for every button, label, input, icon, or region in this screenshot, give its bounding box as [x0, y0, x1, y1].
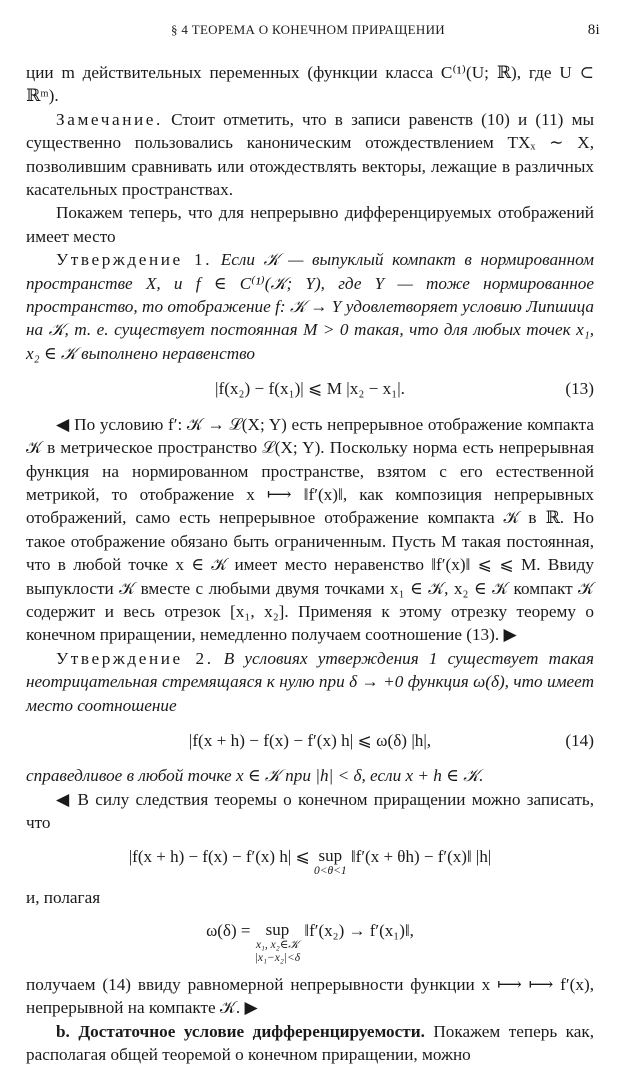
- paragraph-continuation: ции m действительных переменных (функции класса C⁽¹⁾(U; ℝ), где U ⊂ ℝᵐ).: [26, 63, 594, 106]
- statement-2-label: Утверждение 2.: [56, 648, 214, 668]
- statement-2-tail: [26, 764, 594, 787]
- formula-14-number: (14): [565, 730, 594, 750]
- intro-paragraph: Покажем теперь, что для непрерывно дифференцируемых отображений имеет место: [26, 203, 594, 246]
- sup-operator-1-subscript: 0<θ<1: [313, 864, 347, 877]
- page-number: 8і: [587, 22, 600, 38]
- formula-sup-2-right: ‖f′(x₂) → f′(x₁)‖,: [300, 921, 414, 940]
- section-b-text: Покажем теперь как, располагая общей теоремой о конечном приращении, можно: [26, 1021, 594, 1065]
- proof-1-paragraph: ◀ По условию f′: 𝒦 → ℒ(X; Y) есть непрерывное отображение компакта 𝒦 в метрическое пространство ℒ(X; Y). Поскольку норма есть непрерывная функция на нормированном пространстве, взятом с его естественной метрикой, то отображение x ⟼ ‖f′(x)‖, как композиция непрерывных отображений, само есть непрерывное отображение компакта 𝒦 в ℝ. Но такое отображение обязано быть ограниченным. Пусть M такая постоянная, что в любой точке x ∈ 𝒦 имеет место неравенство ‖f′(x)‖ ⩽ ⩽ M. Ввиду выпуклости 𝒦 вместе с любыми двумя точками x₁ ∈ 𝒦, x₂ ∈ 𝒦 компакт 𝒦 содержит и весь отрезок [x₁, x₂]. Применяя к этому отрезку теорему о конечном приращении, немедленно получаем соотношение (13). ▶: [26, 414, 594, 645]
- section-b-heading: b. Достаточное условие дифференцируемости.: [56, 1021, 425, 1041]
- formula-14-body: |f(x + h) − f(x) − f′(x) h| ⩽ ω(δ) |h|,: [188, 730, 432, 750]
- formula-sup-1-right: ‖f′(x + θh) − f′(x)‖ |h|: [346, 846, 492, 866]
- running-header: [26, 22, 600, 39]
- statement-1-text: Если 𝒦 — выпуклый компакт в нормированном пространстве X, и f ∈ C⁽¹⁾(𝒦; Y), где Y — тоже нормированное пространство, то отображение f: 𝒦 → Y удовлетворяет условию Липшица на 𝒦, т. е. существует постоянная M > 0 такая, что для любых точек x₁, x₂ ∈ 𝒦 выполнено неравенство: [26, 250, 595, 363]
- formula-sup-2: [26, 921, 594, 965]
- formula-13: [26, 377, 594, 400]
- conclusion-paragraph: получаем (14) ввиду равномерной непрерывности функции x ⟼ ⟼ f′(x), непрерывной на компакте 𝒦. ▶: [26, 975, 594, 1018]
- statement-2-tail-text: справедливое в любой точке x ∈ 𝒦 при |h| < δ, если x + h ∈ 𝒦.: [26, 766, 484, 786]
- formula-13-body: |f(x₂) − f(x₁)| ⩽ M |x₂ − x₁|.: [215, 379, 405, 399]
- remark-paragraph: [26, 108, 594, 202]
- section-b-paragraph: [26, 1020, 594, 1067]
- formula-14: [26, 729, 594, 752]
- statement-2-text: В условиях утверждения 1 существует такая неотрицательная стремящаяся к нулю при δ → +0 функция ω(δ), что имеет место соотношение: [26, 648, 595, 715]
- setting-paragraph: и, полагая: [26, 887, 101, 907]
- sup-operator-2-label: sup: [265, 920, 290, 939]
- formula-sup-1-left: |f(x + h) − f(x) − f′(x) h| ⩽: [128, 846, 314, 866]
- sup-operator-1-label: sup: [318, 845, 343, 865]
- formula-13-number: (13): [565, 379, 594, 399]
- statement-2-paragraph: [26, 647, 594, 717]
- proof-2-paragraph: ◀ В силу следствия теоремы о конечном приращении можно записать, что: [26, 789, 594, 833]
- sup-operator-2-subscript-2: |x₁−x₂|<δ: [254, 952, 301, 964]
- formula-sup-2-left: ω(δ) =: [206, 921, 255, 940]
- book-page: [26, 22, 600, 1067]
- sup-operator-1: [314, 847, 347, 878]
- statement-1-label: Утверждение 1.: [56, 250, 213, 270]
- remark-text: Стоит отметить, что в записи равенств (10) и (11) мы существенно пользовались каноническим отождествлением TXₓ ∼ X, позволившим сравнивать или отождествлять векторы, лежащие в различных касательных пространствах.: [26, 109, 594, 200]
- sup-operator-2: [255, 921, 300, 965]
- section-title: § 4 ТЕОРЕМА О КОНЕЧНОМ ПРИРАЩЕНИИ: [171, 22, 445, 37]
- sup-operator-2-subscript-1: x₁, x₂∈𝒦: [255, 939, 299, 951]
- remark-label: Замечание.: [56, 109, 163, 129]
- statement-1-paragraph: [26, 248, 594, 365]
- formula-sup-1: [26, 847, 594, 878]
